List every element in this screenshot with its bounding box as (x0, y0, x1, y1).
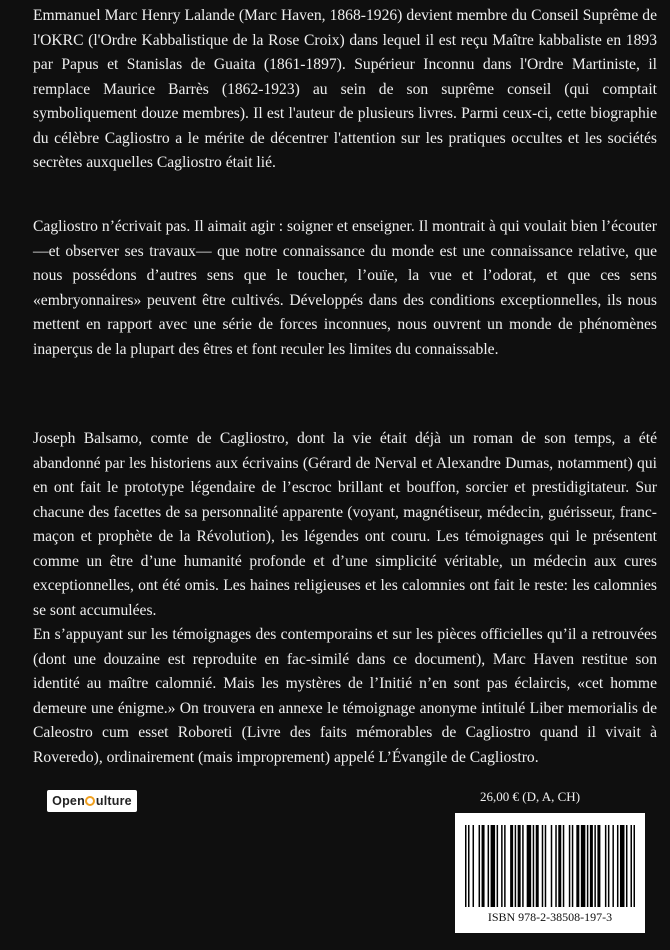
barcode-bar (510, 825, 513, 907)
barcode-bar (555, 825, 557, 907)
barcode-bar (542, 825, 544, 907)
barcode-bar (608, 825, 610, 907)
barcode-bar (536, 825, 539, 907)
barcode-bar (533, 825, 535, 907)
barcode-bar (501, 825, 503, 907)
barcode-bar (518, 825, 521, 907)
publisher-logo (47, 790, 137, 812)
barcode-bar (545, 825, 547, 907)
barcode-image (465, 825, 635, 907)
barcode-bar (473, 825, 475, 907)
barcode-bar (634, 825, 636, 907)
barcode-bar (581, 825, 586, 907)
barcode-bar (597, 825, 600, 907)
barcode-bar (522, 825, 524, 907)
barcode-bar (563, 825, 565, 907)
isbn-label: ISBN 978-2-38508-197-3 (487, 910, 613, 924)
barcode-bar (497, 825, 499, 907)
barcode-bar (569, 825, 571, 907)
barcode-bar (504, 825, 506, 907)
barcode-bar (617, 825, 619, 907)
barcode-bar (465, 825, 467, 907)
paragraph-cagliostro-teaching: Cagliostro n’écrivait pas. Il aimait agir : soigner et enseigner. Il montrait à qui voulait bien l’écouter —et observer ses travaux— que notre connaissance du monde est une connaissance relative, que nous possédons d’autres sens que le toucher, l’ouïe, la vue et l’odorat, et que ces sens «embryonnaires» peuvent être cultivés. Développés dans des conditions exceptionnelles, ils nous mettent en rapport avec une série de forces inconnues, nous ouvrent un monde de phénomènes inaperçus de la plupart des êtres et font reculer les limites du connaissable. (33, 218, 657, 358)
barcode-bar (587, 825, 589, 907)
logo-text-open: Open (52, 794, 85, 808)
paragraph-author-bio: Emmanuel Marc Henry Lalande (Marc Haven, 1868-1926) devient membre du Conseil Suprême de l'OKRC (l'Ordre Kabbalistique de la Rose Croix) dans lequel il est reçu Maître kabbaliste en 1893 par Papus et Stanislas de Guaita (1861-1897). Supérieur Inconnu dans l'Ordre Martiniste, il remplace Maurice Barrès (1862-1923) au sein de son suprême conseil (qui comptait symboliquement douze membres). Il est l'auteur de plusieurs livres. Parmi ceux-ci, cette biographie du célèbre Cagliostro a le mérite de décentrer l'attention sur les pratiques occultes et les sociétés secrètes auxquelles Cagliostro était lié. (33, 7, 657, 171)
price-label: 26,00 € (D, A, CH) (480, 789, 581, 804)
barcode-bar (527, 825, 532, 907)
barcode-bar (572, 825, 574, 907)
paragraph-book-summary: En s’appuyant sur les témoignages des contemporains et sur les pièces officielles qu’il a retrouvées (dont une douzaine est reproduite en fac-similé dans ce document), Marc Haven restitue son identité au maître calomnié. Mais les mystères de l’Initié n’en sont pas éclaircis, «cet homme demeure une énigme.» On trouvera en annexe le témoignage anonyme intitulé Liber memorialis de Caleostro cum esset Roboreti (Livre des faits mémorables de Cagliostro quand il vivait à Roveredo), ordinairement (mais improprement) appelé L’Évangile de Cagliostro. (33, 626, 657, 766)
barcode-bar (479, 825, 481, 907)
logo-text-ulture: ulture (95, 794, 132, 808)
barcode-panel (455, 813, 645, 933)
barcode-bar (488, 825, 490, 907)
logo-c-ring-icon (85, 796, 95, 806)
barcode-bar (594, 825, 596, 907)
barcode-bar (558, 825, 561, 907)
barcode-bar (551, 825, 553, 907)
barcode-bar (515, 825, 517, 907)
paragraph-balsamo-legend: Joseph Balsamo, comte de Cagliostro, dont la vie était déjà un roman de son temps, a été abandonné par les historiens aux écrivains (Gérard de Nerval et Alexandre Dumas, notamment) qui en ont fait le prototype légendaire de l’escroc brillant et bouffon, sorcier et prestidigitateur. Sur chacune des facettes de sa personnalité apparente (voyant, magnétiseur, médecin, guérisseur, franc-maçon et prophète de la Révolution), les légendes ont couru. Les témoignages qui le présentent comme un être d’une humanité profonde et d’une simplicité véritable, un médecin aux cures exceptionnelles, ont été omis. Les haines religieuses et les calomnies ont fait le reste: les calomnies se sont accumulées. (33, 430, 657, 619)
barcode-bar (630, 825, 632, 907)
barcode-bar (605, 825, 607, 907)
barcode-bar (626, 825, 628, 907)
barcode-bar (620, 825, 625, 907)
barcode-bar (482, 825, 485, 907)
barcode-bar (590, 825, 593, 907)
barcode-bar (491, 825, 496, 907)
barcode-bar (576, 825, 579, 907)
barcode-bar (468, 825, 470, 907)
barcode-bar (612, 825, 614, 907)
